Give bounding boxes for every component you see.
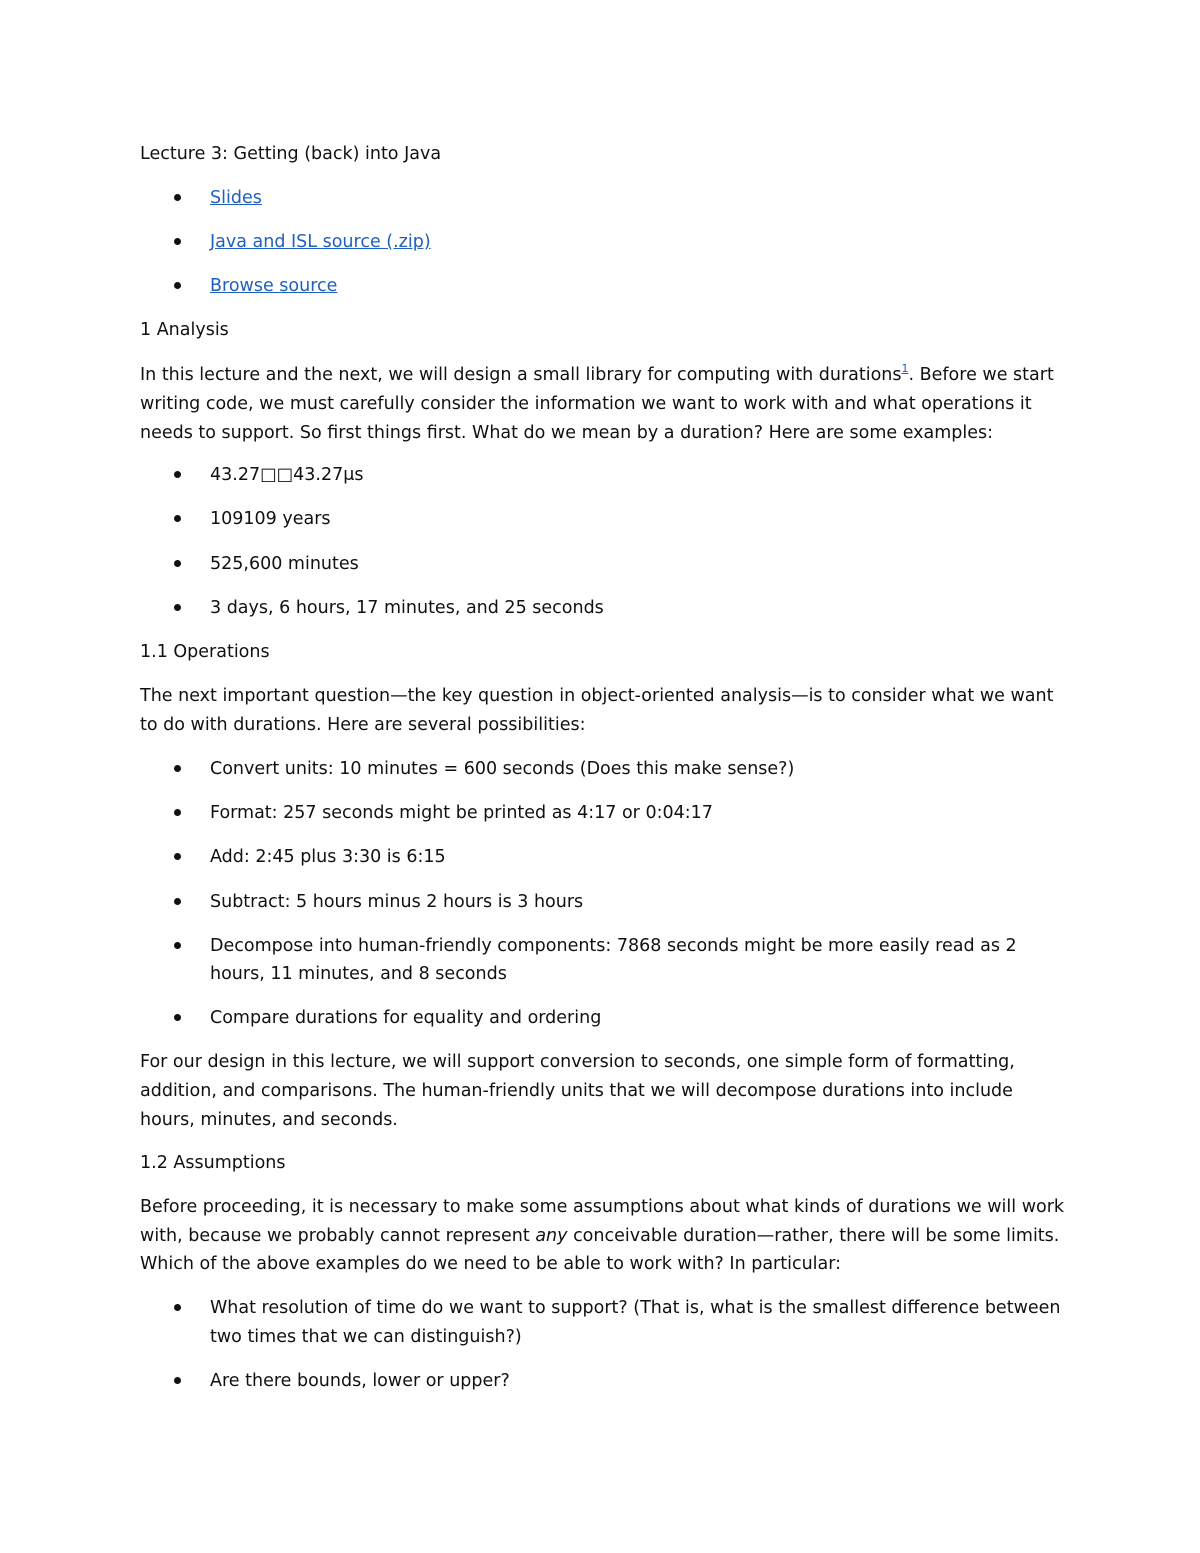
- list-item: Add: 2:45 plus 3:30 is 6:15: [210, 847, 446, 867]
- bullet-icon: [174, 853, 181, 860]
- text-run: . Before we start: [908, 365, 1054, 385]
- text-run: conceivable duration—rather, there will be some limits.: [567, 1226, 1060, 1246]
- text-run: with, because we probably cannot represent: [140, 1226, 536, 1246]
- list-item-continuation: two times that we can distinguish?): [210, 1327, 522, 1347]
- text-run: In this lecture and the next, we will design a small library for computing with durations: [140, 365, 902, 385]
- paragraph-line: [140, 1222, 1059, 1250]
- section-heading-analysis: 1 Analysis: [140, 320, 229, 340]
- list-item: Compare durations for equality and ordering: [210, 1008, 602, 1028]
- paragraph-line: For our design in this lecture, we will support conversion to seconds, one simple form of formatting,: [140, 1052, 1015, 1072]
- paragraph-line: The next important question—the key question in object-oriented analysis—is to consider what we want: [140, 686, 1054, 706]
- list-item: Are there bounds, lower or upper?: [210, 1371, 510, 1391]
- page-title: Lecture 3: Getting (back) into Java: [140, 144, 442, 164]
- footnote-link[interactable]: 1: [901, 362, 909, 375]
- bullet-icon: [174, 194, 181, 201]
- section-heading-operations: 1.1 Operations: [140, 642, 270, 662]
- bullet-icon: [174, 238, 181, 245]
- bullet-icon: [174, 471, 181, 478]
- bullet-icon: [174, 1014, 181, 1021]
- list-item: [210, 184, 262, 212]
- bullet-icon: [174, 282, 181, 289]
- bullet-icon: [174, 604, 181, 611]
- bullet-icon: [174, 765, 181, 772]
- list-item: Convert units: 10 minutes = 600 seconds (Does this make sense?): [210, 759, 795, 779]
- bullet-icon: [174, 1377, 181, 1384]
- emphasis-text: any: [535, 1226, 568, 1246]
- list-item: Decompose into human-friendly components: 7868 seconds might be more easily read as 2: [210, 936, 1017, 956]
- bullet-icon: [174, 942, 181, 949]
- list-item: 109109 years: [210, 509, 331, 529]
- paragraph-line: to do with durations. Here are several possibilities:: [140, 715, 586, 735]
- bullet-icon: [174, 515, 181, 522]
- list-item: Format: 257 seconds might be printed as 4:17 or 0:04:17: [210, 803, 713, 823]
- paragraph-line: Which of the above examples do we need to be able to work with? In particular:: [140, 1254, 842, 1274]
- list-item: [210, 228, 431, 256]
- paragraph-line: [140, 361, 1054, 389]
- paragraph-line: writing code, we must carefully consider the information we want to work with and what operations it: [140, 394, 1032, 414]
- list-item: 3 days, 6 hours, 17 minutes, and 25 seconds: [210, 598, 604, 618]
- bullet-icon: [174, 898, 181, 905]
- paragraph-line: addition, and comparisons. The human-friendly units that we will decompose durations into include: [140, 1081, 1013, 1101]
- list-item: 43.27□□43.27μs: [210, 465, 364, 485]
- paragraph-line: needs to support. So first things first. What do we mean by a duration? Here are some examples:: [140, 423, 994, 443]
- list-item: Subtract: 5 hours minus 2 hours is 3 hours: [210, 892, 584, 912]
- section-heading-assumptions: 1.2 Assumptions: [140, 1153, 286, 1173]
- bullet-icon: [174, 1304, 181, 1311]
- browse-source-link[interactable]: Browse source: [210, 276, 338, 296]
- bullet-icon: [174, 560, 181, 567]
- list-item: 525,600 minutes: [210, 554, 359, 574]
- source-zip-link[interactable]: Java and ISL source (.zip): [210, 232, 431, 252]
- slides-link[interactable]: Slides: [210, 188, 262, 208]
- bullet-icon: [174, 809, 181, 816]
- paragraph-line: hours, minutes, and seconds.: [140, 1110, 398, 1130]
- list-item: What resolution of time do we want to support? (That is, what is the smallest difference between: [210, 1298, 1061, 1318]
- list-item: [210, 272, 337, 300]
- list-item-continuation: hours, 11 minutes, and 8 seconds: [210, 964, 507, 984]
- paragraph-line: Before proceeding, it is necessary to make some assumptions about what kinds of durations we will work: [140, 1197, 1065, 1217]
